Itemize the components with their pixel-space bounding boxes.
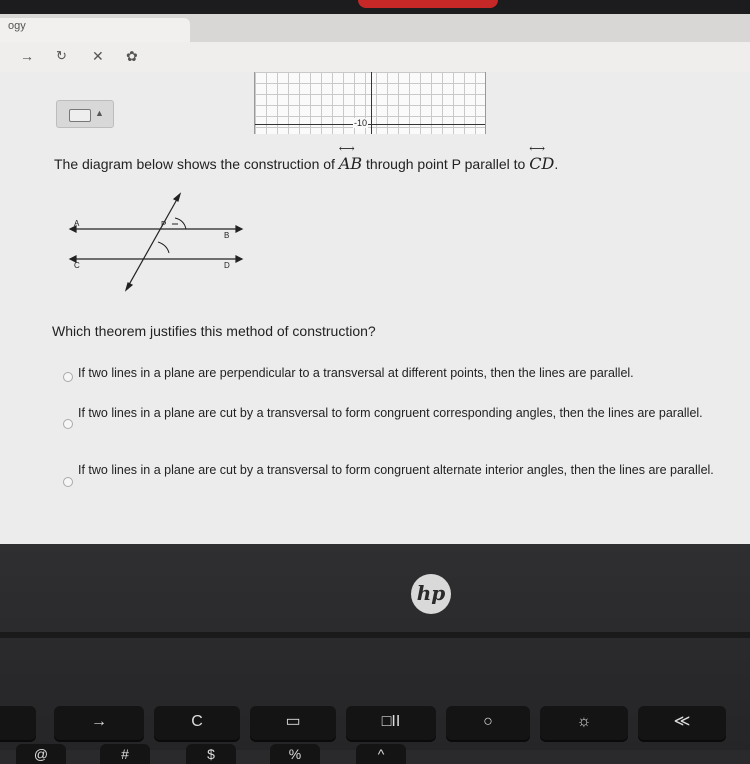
line-cd-label: CD [529, 154, 555, 173]
caret-up-icon: ▲ [95, 108, 104, 118]
key-percent: % [270, 744, 320, 764]
key-back: → [54, 706, 144, 740]
line-cd [529, 142, 555, 173]
tab-title: ogy [8, 20, 26, 32]
hp-logo: hp [411, 574, 451, 614]
option-2-radio[interactable] [63, 419, 73, 429]
arrowhead [236, 256, 242, 262]
keyboard-toggle-button[interactable] [56, 100, 114, 128]
label-c: C [74, 261, 80, 270]
red-object [358, 0, 498, 8]
question-prompt: Which theorem justifies this method of construction? [52, 323, 376, 339]
label-a: A [74, 219, 80, 228]
key-overview: □II [346, 706, 436, 740]
key-dollar: $ [186, 744, 236, 764]
line-ab-label: AB [338, 154, 363, 173]
question-suffix: . [554, 156, 559, 172]
line-arrow-icon: ⟷ [338, 142, 354, 155]
key-mute: ≪ [638, 706, 726, 740]
option-3-text[interactable]: If two lines in a plane are cut by a transversal to form congruent alternate interior angles, then the lines are parallel. [78, 463, 714, 477]
question-page [0, 72, 750, 544]
line-ab [338, 142, 363, 173]
question-middle: through point P parallel to [366, 156, 526, 172]
option-2-text[interactable]: If two lines in a plane are cut by a transversal to form congruent corresponding angles, then the lines are parallel. [78, 406, 703, 420]
construction-diagram [64, 184, 254, 294]
key-fullscreen: ▭ [250, 706, 336, 740]
transversal-line [126, 194, 180, 290]
keyboard-icon [69, 109, 91, 122]
arrowhead [126, 283, 132, 290]
graph-x-line [255, 124, 485, 125]
label-b: B [224, 231, 230, 240]
laptop-body [0, 544, 750, 762]
key-at: @ [16, 744, 66, 764]
label-p: P [161, 220, 167, 229]
key-caret: ^ [356, 744, 406, 764]
browser-tab[interactable] [0, 18, 190, 42]
option-1-text[interactable]: If two lines in a plane are perpendicular to a transversal at different points, then the lines are parallel. [78, 366, 634, 380]
tab-bar [0, 14, 750, 42]
reload-icon[interactable]: ↻ [56, 48, 67, 63]
question-text [54, 142, 559, 173]
label-d: D [224, 261, 230, 270]
option-1-radio[interactable] [63, 372, 73, 382]
screen-bezel [0, 0, 750, 14]
arrowhead [236, 226, 242, 232]
key-brightness-up: ☼ [540, 706, 628, 740]
construction-arc [158, 242, 169, 253]
arrowhead [174, 194, 180, 201]
option-3-radio[interactable] [63, 477, 73, 487]
close-icon[interactable]: ✕ [92, 48, 104, 64]
browser-toolbar [0, 42, 750, 73]
gear-icon[interactable]: ✿ [126, 48, 138, 64]
question-prefix: The diagram below shows the construction of [54, 156, 335, 172]
key-hash: # [100, 744, 150, 764]
esc-key [0, 706, 36, 740]
graph-axis-label: -10 [354, 118, 368, 128]
line-arrow-icon: ⟷ [529, 142, 545, 155]
graph-grid [254, 72, 486, 134]
laptop-hinge [0, 632, 750, 638]
arrow-right-icon[interactable]: → [20, 48, 34, 64]
key-brightness-down: ○ [446, 706, 530, 740]
key-refresh: C [154, 706, 240, 740]
